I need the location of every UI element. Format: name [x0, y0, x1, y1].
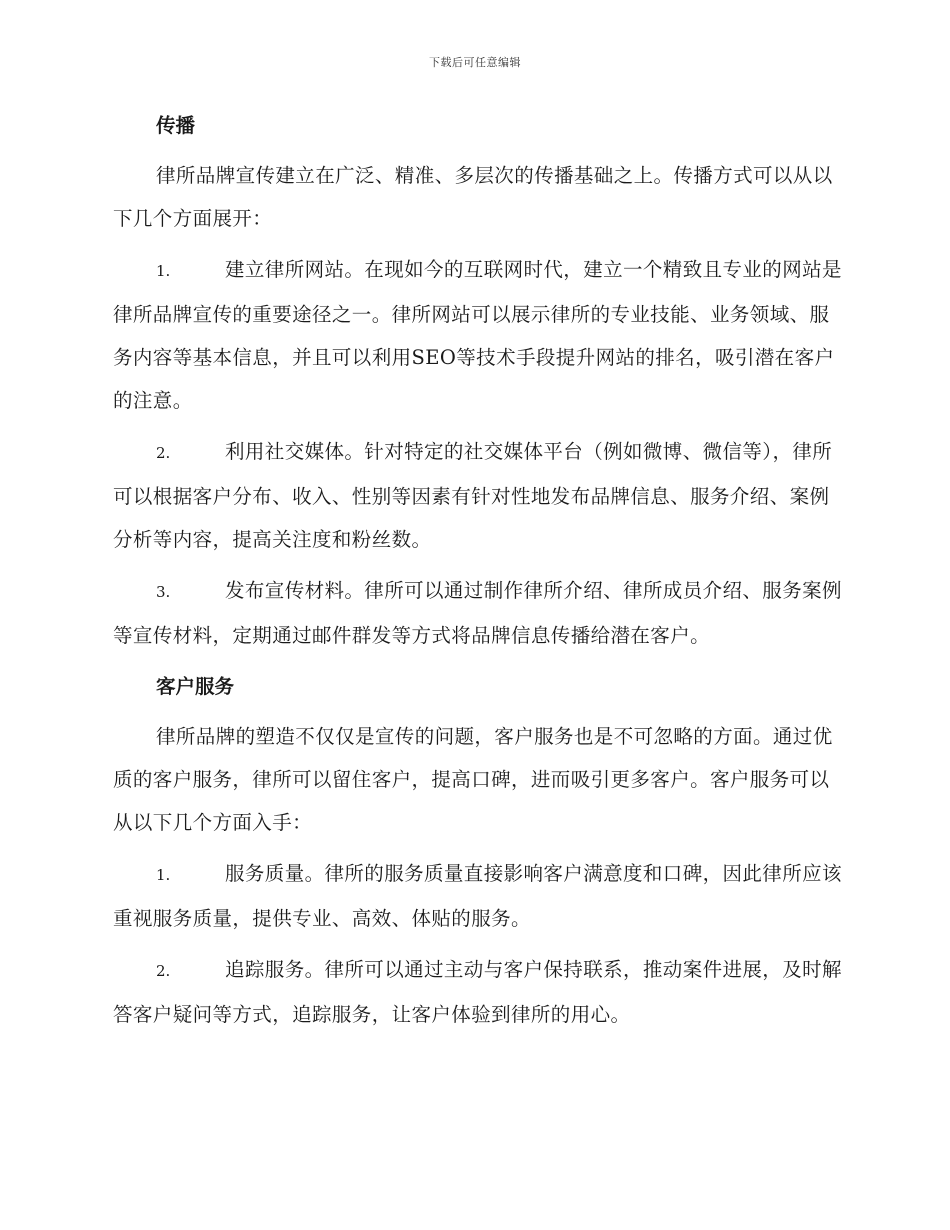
- list-item-text: 利用社交媒体。针对特定的社交媒体平台（例如微博、微信等），律所可以根据客户分布、收入、性别等因素有针对性地发布品牌信息、服务介绍、案例分析等内容，提高关注度和粉丝数。: [113, 440, 833, 551]
- list-item-number: 1.: [156, 262, 171, 280]
- list-item: [113, 430, 843, 561]
- list-item: [113, 248, 843, 422]
- list-item-number: 2.: [156, 962, 171, 980]
- list-item: [113, 569, 843, 657]
- list-item-number: 3.: [156, 583, 171, 601]
- header-note: 下载后可任意编辑: [429, 56, 521, 69]
- list-item-text: 追踪服务。律所可以通过主动与客户保持联系，推动案件进展，及时解答客户疑问等方式，追踪服务，让客户体验到律所的用心。: [113, 958, 842, 1026]
- list-item-text: 建立律所网站。在现如今的互联网时代，建立一个精致且专业的网站是律所品牌宣传的重要途径之一。律所网站可以展示律所的专业技能、业务领域、服务内容等基本信息，并且可以利用SEO等技术手段提升网站的排名，吸引潜在客户的注意。: [113, 258, 842, 412]
- list-item-number: 1.: [156, 866, 171, 884]
- list-item-text: 发布宣传材料。律所可以通过制作律所介绍、律所成员介绍、服务案例等宣传材料，定期通过邮件群发等方式将品牌信息传播给潜在客户。: [113, 579, 842, 647]
- section-intro-customer-service: 律所品牌的塑造不仅仅是宣传的问题，客户服务也是不可忽略的方面。通过优质的客户服务，律所可以留住客户，提高口碑，进而吸引更多客户。客户服务可以从以下几个方面入手：: [113, 725, 833, 834]
- list-item: [113, 948, 843, 1036]
- list-item-number: 2.: [156, 444, 171, 462]
- document-body: [113, 104, 843, 1044]
- section-heading-customer-service: 客户服务: [156, 675, 235, 698]
- list-item-text: 服务质量。律所的服务质量直接影响客户满意度和口碑，因此律所应该重视服务质量，提供专业、高效、体贴的服务。: [113, 862, 842, 930]
- section-intro-spread: 律所品牌宣传建立在广泛、精准、多层次的传播基础之上。传播方式可以从以下几个方面展开：: [113, 164, 833, 230]
- list-item: [113, 852, 843, 940]
- section-heading-spread: 传播: [156, 114, 196, 137]
